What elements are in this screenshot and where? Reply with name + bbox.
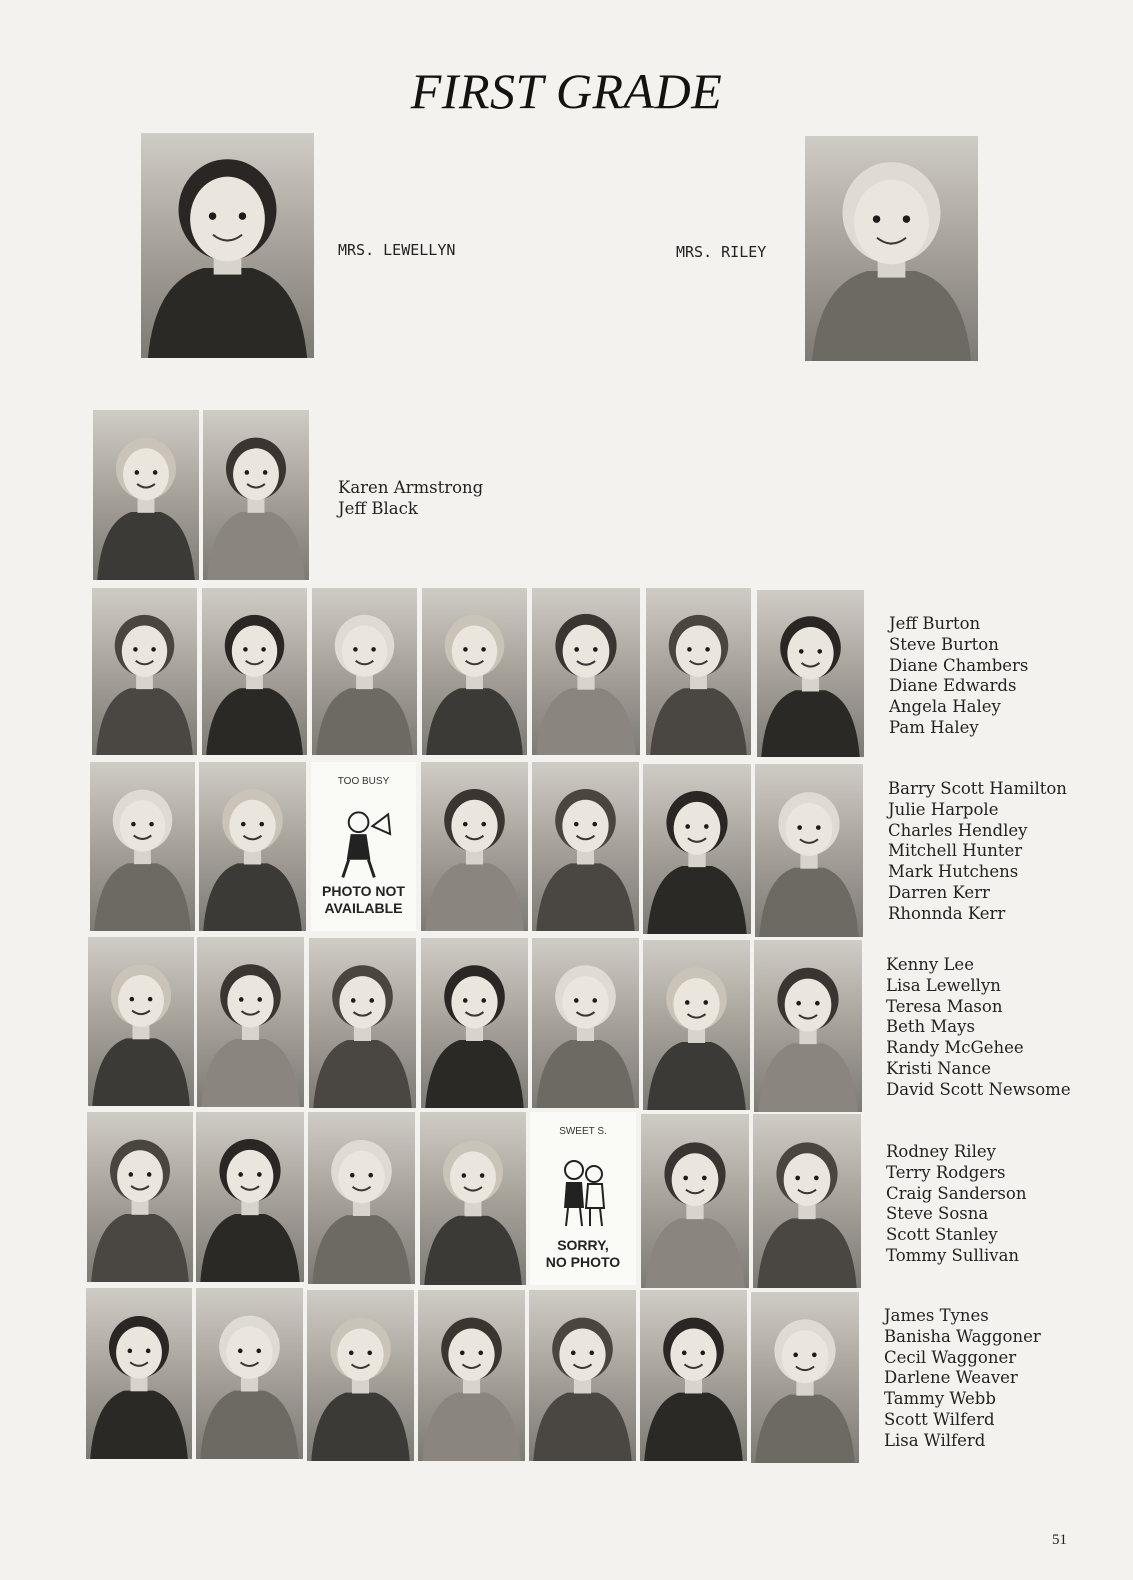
portrait-eye — [243, 647, 248, 652]
portrait-eye — [460, 1351, 465, 1356]
portrait-silhouette — [532, 588, 640, 755]
portrait-body — [536, 1040, 634, 1108]
page-number: 51 — [1052, 1532, 1067, 1548]
portrait-face — [674, 802, 721, 855]
portrait-silhouette — [641, 1114, 749, 1288]
portrait-face — [342, 625, 387, 676]
portrait-eye — [263, 470, 268, 475]
portrait-face — [562, 976, 608, 1028]
portrait-face — [190, 177, 265, 262]
student-names — [889, 614, 1028, 739]
portrait-eye — [574, 822, 579, 827]
portrait-eye — [873, 215, 880, 222]
portrait-face — [233, 448, 279, 500]
portrait-eye — [592, 998, 597, 1003]
student-photo — [199, 762, 306, 931]
student-photo — [646, 588, 751, 755]
portrait-body — [94, 863, 191, 931]
portrait-eye — [481, 822, 486, 827]
student-photo — [757, 590, 864, 757]
portrait-silhouette — [88, 937, 194, 1106]
portrait-eye — [241, 822, 246, 827]
placeholder-caption: PHOTO NOT AVAILABLE — [322, 883, 405, 916]
student-name: Lisa Lewellyn — [886, 975, 1001, 995]
portrait-body — [536, 863, 634, 931]
portrait-face — [116, 1327, 162, 1379]
portrait-eye — [153, 470, 158, 475]
student-name: Tammy Webb — [884, 1389, 996, 1409]
student-photo — [90, 762, 195, 931]
portrait-eye — [687, 647, 692, 652]
portrait-face — [122, 625, 167, 676]
portrait-eye — [704, 824, 709, 829]
portrait-eye — [463, 822, 468, 827]
portrait-silhouette — [757, 590, 864, 757]
student-name: Cecil Waggoner — [884, 1347, 1017, 1367]
portrait-eye — [257, 1172, 262, 1177]
portrait-body — [758, 1043, 857, 1112]
student-photo — [641, 1114, 749, 1288]
student-name: Angela Haley — [889, 697, 1001, 717]
page-title: FIRST GRADE — [410, 63, 723, 119]
portrait-body — [644, 1393, 742, 1461]
student-photo — [420, 1112, 526, 1285]
portrait-silhouette — [755, 764, 863, 937]
portrait-eye — [682, 1351, 687, 1356]
portrait-eye — [796, 1001, 801, 1006]
portrait-silhouette — [421, 762, 528, 931]
portrait-face — [787, 627, 833, 679]
portrait-face — [854, 180, 929, 265]
portrait-face — [339, 976, 385, 1028]
student-name: Beth Mays — [886, 1017, 975, 1037]
teacher-photo — [805, 136, 978, 361]
portrait-eye — [371, 647, 376, 652]
student-name: Lisa Wilferd — [884, 1430, 986, 1450]
portrait-body — [422, 1393, 520, 1461]
portrait-silhouette — [532, 762, 639, 931]
portrait-silhouette — [93, 410, 199, 580]
placeholder-caption: SORRY, NO PHOTO — [545, 1237, 621, 1270]
portrait-eye — [481, 647, 486, 652]
portrait-body — [207, 512, 305, 580]
student-photo — [86, 1288, 192, 1459]
portrait-body — [761, 690, 859, 757]
portrait-face — [782, 1330, 829, 1383]
placeholder-text: TOO BUSY — [337, 776, 390, 787]
student-name: Jeff Burton — [889, 614, 981, 633]
portrait-body — [313, 1040, 411, 1108]
student-photo — [202, 588, 307, 755]
student-photo — [203, 410, 309, 580]
portrait-eye — [238, 1349, 243, 1354]
portrait-face — [450, 1151, 496, 1203]
portrait-silhouette — [308, 1112, 415, 1284]
portrait-body — [533, 1393, 631, 1461]
student-photo — [309, 938, 416, 1108]
portrait-eye — [369, 998, 374, 1003]
student-name: Scott Wilferd — [884, 1409, 995, 1429]
portrait-eye — [351, 998, 356, 1003]
portrait-silhouette — [309, 938, 416, 1108]
portrait-silhouette — [202, 588, 307, 755]
teacher-name: MRS. RILEY — [676, 243, 767, 261]
student-names — [884, 1306, 1041, 1452]
portrait-eye — [685, 1000, 690, 1005]
student-photo — [643, 764, 751, 934]
student-photo — [87, 1112, 193, 1282]
teacher-photo — [141, 133, 314, 358]
portrait-body — [426, 688, 523, 755]
student-name: Craig Sanderson — [886, 1183, 1027, 1203]
portrait-eye — [795, 1176, 800, 1181]
student-names — [338, 478, 483, 520]
student-photo — [422, 588, 527, 755]
portrait-eye — [353, 647, 358, 652]
portrait-body — [812, 271, 971, 361]
portrait-face — [337, 1328, 383, 1380]
portrait-eye — [793, 1353, 798, 1358]
portrait-body — [148, 268, 307, 358]
portrait-body — [97, 512, 195, 580]
student-names — [886, 955, 1071, 1101]
student-photo — [196, 1288, 303, 1459]
student-photo — [197, 937, 304, 1107]
student-names — [888, 779, 1067, 925]
student-name: Banisha Waggoner — [884, 1326, 1041, 1346]
portrait-eye — [462, 1173, 467, 1178]
portrait-body — [311, 1393, 409, 1461]
portrait-face — [338, 1151, 384, 1203]
student-name: Steve Sosna — [886, 1204, 989, 1224]
student-name: Jeff Black — [338, 498, 418, 518]
portrait-face — [673, 978, 719, 1030]
portrait-eye — [239, 212, 246, 219]
student-name: Diane Chambers — [889, 655, 1029, 675]
portrait-eye — [135, 470, 140, 475]
portrait-eye — [703, 1000, 708, 1005]
portrait-body — [755, 1395, 854, 1463]
student-photo — [312, 588, 417, 755]
portrait-silhouette — [420, 1112, 526, 1285]
student-photo — [93, 410, 199, 580]
portrait-eye — [700, 1351, 705, 1356]
portrait-eye — [131, 822, 136, 827]
student-photo — [307, 1290, 414, 1461]
student-name: Scott Stanley — [886, 1225, 998, 1245]
student-photo — [421, 762, 528, 931]
portrait-eye — [480, 1173, 485, 1178]
student-name: Tommy Sullivan — [886, 1245, 1020, 1265]
student-photo — [755, 764, 863, 937]
student-photo — [88, 937, 194, 1106]
portrait-body — [647, 1042, 745, 1110]
photo-not-available-placeholder — [311, 762, 416, 931]
portrait-body — [96, 688, 193, 755]
portrait-eye — [478, 1351, 483, 1356]
portrait-eye — [816, 825, 821, 830]
portrait-eye — [574, 647, 579, 652]
portrait-eye — [589, 1351, 594, 1356]
portrait-silhouette — [754, 940, 862, 1112]
student-photo — [421, 938, 528, 1108]
portrait-face — [452, 625, 497, 676]
portrait-eye — [903, 215, 910, 222]
portrait-eye — [349, 1351, 354, 1356]
portrait-silhouette — [640, 1290, 747, 1461]
student-photo — [643, 940, 750, 1110]
student-photo — [532, 938, 639, 1108]
portrait-eye — [146, 1349, 151, 1354]
portrait-face — [562, 800, 608, 852]
portrait-face — [227, 975, 273, 1027]
student-photo — [532, 762, 639, 931]
portrait-face — [232, 625, 277, 676]
portrait-body — [647, 866, 746, 934]
portrait-eye — [148, 997, 153, 1002]
portrait-face — [670, 1328, 716, 1380]
student-name: Steve Burton — [889, 634, 999, 654]
portrait-silhouette — [421, 938, 528, 1108]
portrait-silhouette — [90, 762, 195, 931]
portrait-eye — [705, 647, 710, 652]
student-name: Diane Edwards — [889, 676, 1017, 696]
portrait-eye — [592, 822, 597, 827]
portrait-silhouette — [196, 1288, 303, 1459]
portrait-body — [650, 688, 747, 755]
portrait-silhouette — [312, 588, 417, 755]
portrait-silhouette — [532, 938, 639, 1108]
portrait-eye — [685, 824, 690, 829]
portrait-face — [559, 1328, 605, 1380]
portrait-silhouette — [646, 588, 751, 755]
portrait-eye — [702, 1176, 707, 1181]
portrait-eye — [683, 1176, 688, 1181]
portrait-silhouette — [643, 764, 751, 934]
student-name: Teresa Mason — [886, 996, 1003, 1016]
portrait-eye — [481, 998, 486, 1003]
portrait-silhouette — [92, 588, 197, 755]
student-names — [886, 1142, 1026, 1267]
portrait-face — [226, 1326, 272, 1378]
portrait-face — [123, 448, 169, 500]
student-photo — [418, 1290, 525, 1461]
student-name: Barry Scott Hamilton — [888, 779, 1067, 798]
placeholder-text: SWEET S. — [559, 1126, 607, 1137]
portrait-body — [757, 1218, 856, 1288]
portrait-silhouette — [418, 1290, 525, 1461]
portrait-face — [676, 625, 721, 676]
portrait-body — [536, 688, 635, 755]
portrait-face — [451, 800, 497, 852]
portrait-eye — [463, 647, 468, 652]
student-name: Karen Armstrong — [338, 478, 484, 497]
student-photo — [754, 940, 862, 1112]
portrait-silhouette — [751, 1292, 859, 1463]
portrait-eye — [368, 1173, 373, 1178]
portrait-body — [425, 1040, 523, 1108]
portrait-silhouette — [199, 762, 306, 931]
portrait-eye — [256, 1349, 261, 1354]
portrait-eye — [571, 1351, 576, 1356]
student-photo — [753, 1114, 861, 1288]
portrait-eye — [797, 825, 802, 830]
portrait-eye — [239, 997, 244, 1002]
student-photo — [532, 588, 640, 755]
portrait-eye — [149, 822, 154, 827]
student-photo — [529, 1290, 636, 1461]
portrait-eye — [574, 998, 579, 1003]
portrait-face — [227, 1150, 274, 1203]
student-name: Julie Harpole — [888, 799, 999, 819]
portrait-face — [120, 800, 165, 851]
student-photo — [640, 1290, 747, 1461]
portrait-silhouette — [529, 1290, 636, 1461]
portrait-eye — [817, 649, 822, 654]
portrait-silhouette — [753, 1114, 861, 1288]
portrait-silhouette — [422, 588, 527, 755]
portrait-eye — [128, 1349, 133, 1354]
student-name: Mitchell Hunter — [888, 841, 1023, 861]
student-name: Darren Kerr — [888, 882, 990, 902]
portrait-body — [203, 863, 301, 931]
portrait-body — [759, 868, 858, 937]
portrait-body — [92, 1038, 190, 1106]
student-name: Mark Hutchens — [888, 862, 1019, 882]
portrait-silhouette — [643, 940, 750, 1110]
student-name: Rodney Riley — [886, 1142, 996, 1161]
student-name: James Tynes — [884, 1306, 989, 1325]
portrait-eye — [463, 998, 468, 1003]
portrait-face — [784, 1153, 831, 1206]
portrait-body — [201, 1039, 299, 1107]
student-name: Randy McGehee — [886, 1038, 1024, 1058]
cartoon-icon — [329, 794, 398, 886]
portrait-eye — [129, 1172, 134, 1177]
student-name: Kenny Lee — [886, 955, 974, 974]
portrait-eye — [814, 1176, 819, 1181]
student-photo — [92, 588, 197, 755]
teacher-name: MRS. LEWELLYN — [338, 241, 456, 259]
portrait-face — [451, 976, 497, 1028]
portrait-eye — [799, 649, 804, 654]
portrait-face — [563, 625, 610, 678]
portrait-face — [786, 803, 833, 856]
portrait-body — [316, 688, 413, 755]
portrait-eye — [209, 212, 216, 219]
portrait-silhouette — [196, 1112, 304, 1282]
portrait-face — [785, 979, 832, 1032]
portrait-body — [91, 1214, 189, 1282]
no-photo-placeholder — [530, 1112, 636, 1285]
portrait-face — [229, 800, 275, 852]
portrait-eye — [238, 1172, 243, 1177]
portrait-body — [200, 1214, 299, 1282]
portrait-body — [200, 1391, 298, 1459]
portrait-body — [312, 1215, 410, 1284]
portrait-eye — [261, 647, 266, 652]
portrait-silhouette — [86, 1288, 192, 1459]
student-name: Kristi Nance — [886, 1058, 992, 1078]
portrait-eye — [130, 997, 135, 1002]
portrait-body — [645, 1218, 744, 1288]
student-name: Darlene Weaver — [884, 1368, 1018, 1388]
portrait-silhouette — [307, 1290, 414, 1461]
portrait-eye — [350, 1173, 355, 1178]
portrait-face — [118, 975, 164, 1027]
student-name: Charles Hendley — [888, 820, 1028, 840]
portrait-body — [206, 688, 303, 755]
portrait-eye — [815, 1001, 820, 1006]
portrait-body — [90, 1391, 188, 1459]
cartoon-icon — [548, 1144, 618, 1236]
student-photo — [196, 1112, 304, 1282]
portrait-body — [425, 863, 523, 931]
student-name: Rhonnda Kerr — [888, 903, 1006, 923]
portrait-eye — [257, 997, 262, 1002]
portrait-silhouette — [203, 410, 309, 580]
portrait-eye — [367, 1351, 372, 1356]
student-photo — [308, 1112, 415, 1284]
student-name: Pam Haley — [889, 717, 979, 737]
portrait-body — [424, 1216, 522, 1285]
portrait-eye — [812, 1353, 817, 1358]
portrait-face — [117, 1150, 163, 1202]
student-photo — [751, 1292, 859, 1463]
portrait-eye — [151, 647, 156, 652]
student-name: David Scott Newsome — [886, 1079, 1071, 1099]
portrait-eye — [147, 1172, 152, 1177]
portrait-eye — [245, 470, 250, 475]
portrait-silhouette — [197, 937, 304, 1107]
student-name: Terry Rodgers — [886, 1162, 1006, 1182]
portrait-eye — [593, 647, 598, 652]
portrait-silhouette — [141, 133, 314, 358]
portrait-eye — [133, 647, 138, 652]
portrait-face — [672, 1153, 719, 1206]
portrait-silhouette — [805, 136, 978, 361]
portrait-eye — [259, 822, 264, 827]
portrait-silhouette — [87, 1112, 193, 1282]
portrait-face — [448, 1328, 494, 1380]
